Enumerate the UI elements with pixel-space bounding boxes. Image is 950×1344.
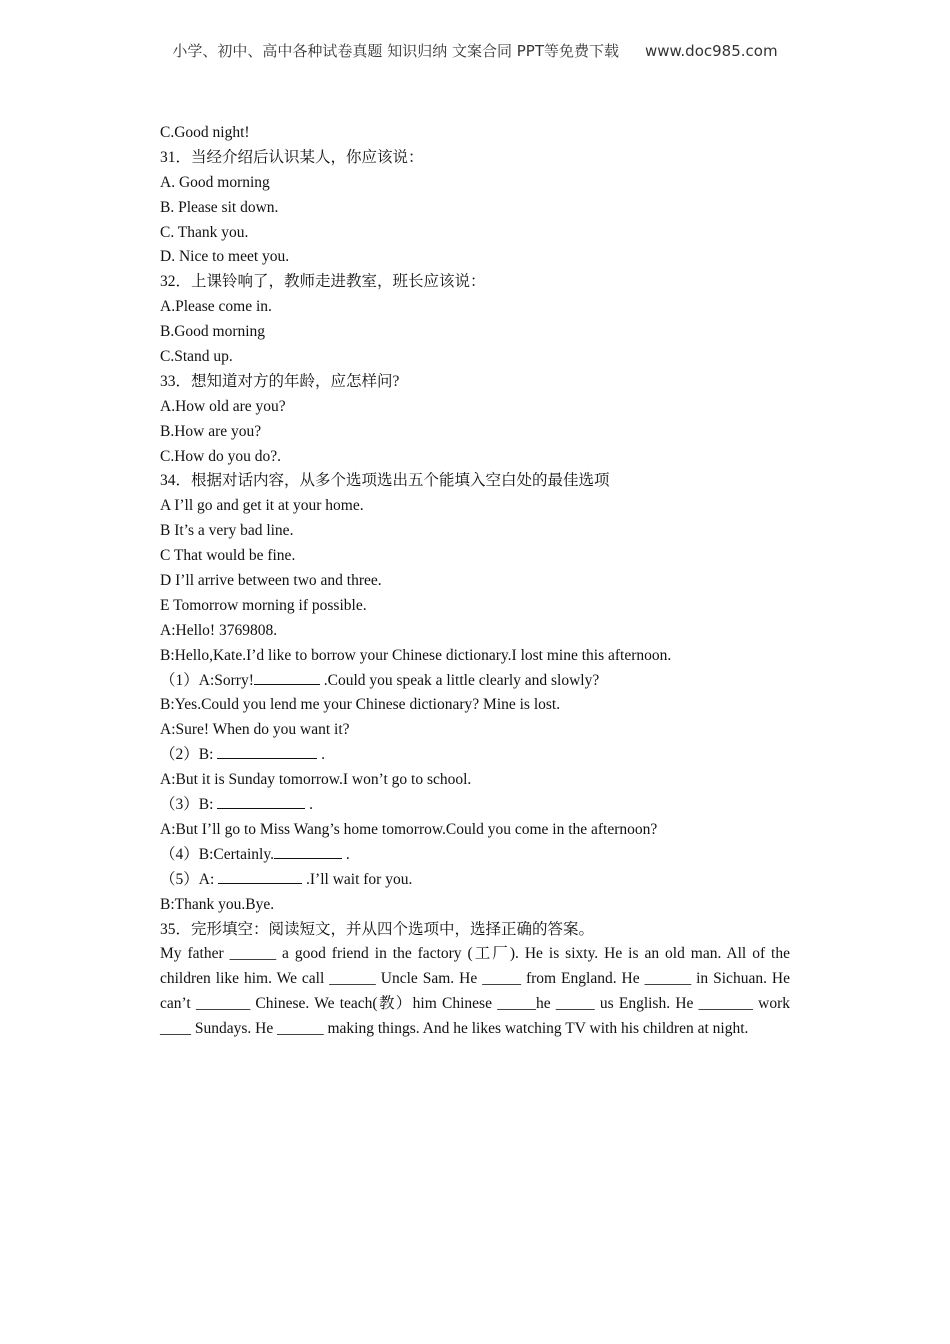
dialog-text: （4）B:Certainly.	[160, 845, 274, 863]
option-line: C.Stand up.	[160, 348, 233, 366]
dialog-line: A:Hello! 3769808.	[160, 621, 278, 639]
option-line: E Tomorrow morning if possible.	[160, 596, 367, 614]
answer-blank-3	[217, 793, 305, 809]
dialog-text: .I’ll wait for you.	[302, 870, 413, 888]
option-line: B It’s a very bad line.	[160, 522, 294, 540]
header-title: 小学、初中、高中各种试卷真题 知识归纳 文案合同 PPT等免费下载	[172, 42, 619, 60]
page-header	[0, 40, 950, 61]
answer-blank-2	[217, 743, 317, 759]
dialog-text: （2）B:	[160, 746, 218, 764]
option-line: B.Good morning	[160, 323, 266, 341]
document-body	[160, 121, 790, 1042]
answer-blank-4	[274, 843, 342, 859]
dialog-text: .	[305, 796, 314, 814]
dialog-line: B:Thank you.Bye.	[160, 895, 275, 913]
question-32: 32．上课铃响了，教师走进教室，班长应该说：	[160, 273, 486, 291]
option-line: C That would be fine.	[160, 547, 296, 565]
dialog-text: （3）B:	[160, 796, 218, 814]
question-31: 31．当经介绍后认识某人，你应该说：	[160, 148, 424, 166]
question-35: 35．完形填空：阅读短文，并从四个选项中，选择正确的答案。	[160, 920, 595, 938]
option-line: A I’ll go and get it at your home.	[160, 497, 364, 515]
dialog-blank-4	[160, 843, 790, 868]
dialog-line: A:But I’ll go to Miss Wang’s home tomorrow.Could you come in the afternoon?	[160, 820, 658, 838]
dialog-line: B:Hello,Kate.I’d like to borrow your Chinese dictionary.I lost mine this afternoon.	[160, 646, 672, 664]
dialog-text: （1）A:Sorry!	[160, 671, 254, 689]
dialog-line: B:Yes.Could you lend me your Chinese dictionary? Mine is lost.	[160, 696, 561, 714]
header-site[interactable]: www.doc985.com	[644, 42, 778, 60]
option-line: D. Nice to meet you.	[160, 248, 290, 266]
option-line: B.How are you?	[160, 422, 262, 440]
option-line: B. Please sit down.	[160, 198, 279, 216]
text-line: C.Good night!	[160, 124, 250, 141]
dialog-line: A:But it is Sunday tomorrow.I won’t go to school.	[160, 771, 472, 789]
dialog-blank-2	[160, 743, 790, 768]
dialog-text: （5）A:	[160, 870, 219, 888]
option-line: D I’ll arrive between two and three.	[160, 572, 382, 590]
dialog-blank-3	[160, 793, 790, 818]
option-line: C. Thank you.	[160, 223, 249, 241]
answer-blank-1	[254, 669, 320, 685]
dialog-line: A:Sure! When do you want it?	[160, 721, 350, 739]
option-line: A.Please come in.	[160, 298, 272, 316]
question-33: 33．想知道对方的年龄，应怎样问?	[160, 372, 400, 390]
dialog-blank-5	[160, 868, 790, 893]
dialog-text: .Could you speak a little clearly and slowly?	[319, 671, 600, 689]
cloze-passage: My father ______ a good friend in the factory (工厂). He is sixty. He is an old man. All of the children like him. We call ______ Uncle Sam. He _____ from England. He ______ in Sichuan. He can’t _______ Chinese. We teach(教）him Chinese _____he _____ us English. He _______ work ____ Sundays. He ______ making things. And he likes watching TV with his children at night.	[160, 945, 790, 1038]
option-line: A.How old are you?	[160, 397, 286, 415]
dialog-text: .	[317, 746, 326, 764]
dialog-text: .	[341, 845, 350, 863]
option-line: A. Good morning	[160, 173, 270, 191]
dialog-blank-1	[160, 669, 790, 694]
option-line: C.How do you do?.	[160, 447, 281, 465]
question-34: 34．根据对话内容，从多个选项选出五个能填入空白处的最佳选项	[160, 472, 610, 490]
answer-blank-5	[218, 868, 302, 884]
